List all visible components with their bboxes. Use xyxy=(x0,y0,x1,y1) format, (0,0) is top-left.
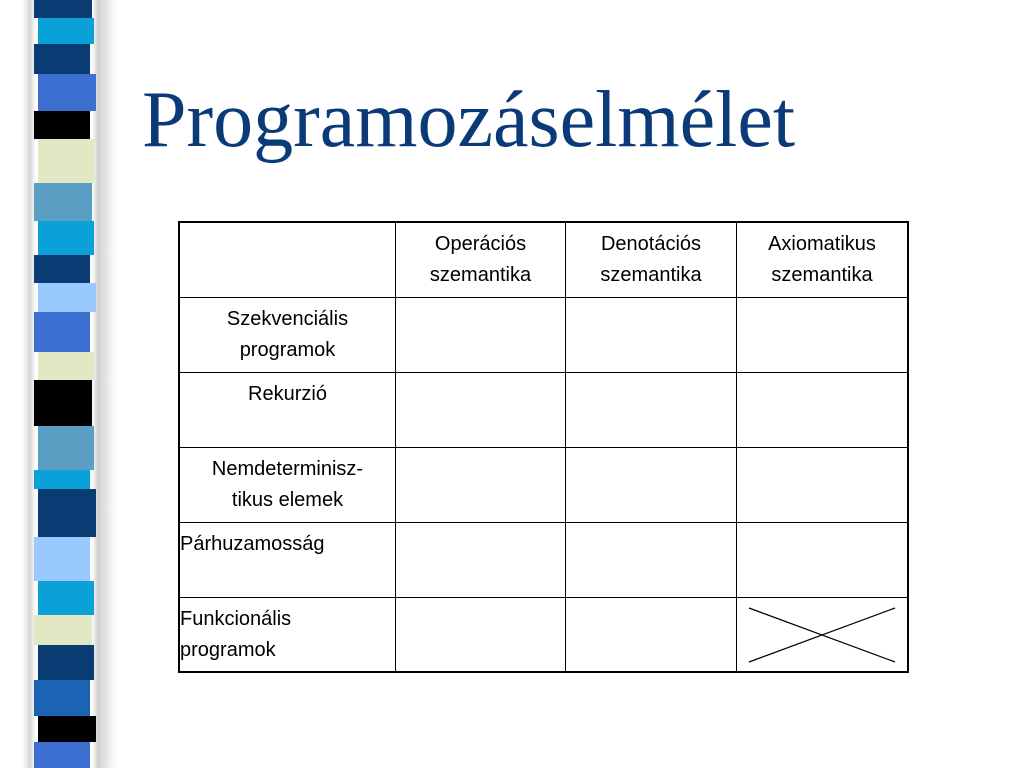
header-line: Operációs xyxy=(434,233,527,255)
table-row xyxy=(179,447,908,522)
table-header-row xyxy=(179,222,908,297)
decorative-stripe-block xyxy=(34,44,90,74)
header-line: szemantika xyxy=(429,264,532,286)
row-label-line: Funkcionális xyxy=(180,607,292,630)
table-row xyxy=(179,372,908,447)
decorative-stripe-block xyxy=(34,111,90,139)
decorative-stripe-block xyxy=(38,283,96,313)
table-cell xyxy=(396,372,566,447)
decorative-stripe-column xyxy=(34,0,94,768)
decorative-stripe-block xyxy=(38,716,96,742)
decorative-stripe-block xyxy=(34,380,92,426)
header-cell-denotational xyxy=(566,222,737,297)
row-label-cell xyxy=(179,522,396,597)
decorative-stripe-block xyxy=(34,615,92,645)
slide-title: Programozáselmélet xyxy=(142,76,796,164)
table-cell xyxy=(566,447,737,522)
row-label-line: Rekurzió xyxy=(248,382,327,405)
decorative-stripe-block xyxy=(38,489,96,537)
decorative-stripe-block xyxy=(34,183,92,221)
row-label-cell xyxy=(179,597,396,672)
decorative-stripe-block xyxy=(38,645,94,681)
table-cell xyxy=(566,297,737,372)
decorative-stripe-block xyxy=(38,426,94,470)
decorative-stripe-block xyxy=(38,74,96,112)
row-label-line: Párhuzamosság xyxy=(180,532,325,555)
table-cell xyxy=(396,597,566,672)
decorative-stripe-block xyxy=(34,0,92,18)
header-line: Denotációs xyxy=(600,233,702,255)
decorative-stripe-block xyxy=(34,680,90,716)
header-cell-operational xyxy=(396,222,566,297)
decorative-stripe-block xyxy=(34,742,90,768)
decorative-stripe-block xyxy=(34,537,90,581)
table-row xyxy=(179,297,908,372)
table-cell xyxy=(737,447,909,522)
table-cell xyxy=(396,522,566,597)
decorative-stripe-block xyxy=(38,18,94,44)
row-label-line: programok xyxy=(239,338,336,361)
decorative-stripe-block xyxy=(38,352,94,380)
semantics-table xyxy=(178,221,909,673)
table-cell xyxy=(566,522,737,597)
header-line: szemantika xyxy=(771,264,873,286)
decorative-stripe-block xyxy=(38,139,94,183)
table-cell xyxy=(566,372,737,447)
row-label-line: tikus elemek xyxy=(231,488,344,511)
header-cell-axiomatic xyxy=(737,222,909,297)
row-label-line: Szekvenciális xyxy=(226,307,349,330)
table-row xyxy=(179,597,908,672)
row-label-cell xyxy=(179,372,396,447)
crossed-out-cell xyxy=(737,597,909,672)
decorative-stripe-block xyxy=(34,312,90,352)
table-row xyxy=(179,522,908,597)
decorative-stripe-block xyxy=(38,581,94,615)
header-line: szemantika xyxy=(600,264,702,286)
table-cell xyxy=(396,297,566,372)
row-label-line: programok xyxy=(180,638,276,661)
table-cell xyxy=(737,297,909,372)
decorative-stripe-block xyxy=(34,255,90,283)
decorative-stripe-block xyxy=(38,221,94,255)
decorative-stripe-block xyxy=(34,470,90,490)
table-cell xyxy=(566,597,737,672)
row-label-cell xyxy=(179,447,396,522)
header-line: Axiomatikus xyxy=(768,233,876,255)
header-cell-empty xyxy=(179,222,396,297)
row-label-cell xyxy=(179,297,396,372)
row-label-line: Nemdeterminisz- xyxy=(211,457,364,480)
cross-out-icon xyxy=(737,598,907,673)
table-cell xyxy=(737,372,909,447)
table-cell xyxy=(396,447,566,522)
table-cell xyxy=(737,522,909,597)
